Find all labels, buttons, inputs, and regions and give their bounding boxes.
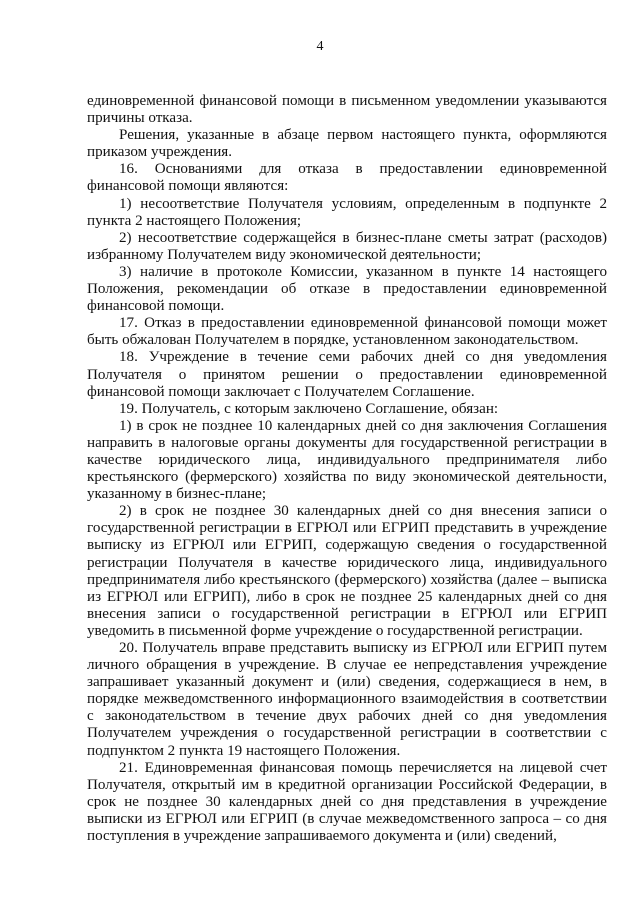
paragraph: 2) несоответствие содержащейся в бизнес-плане сметы затрат (расходов) избранному Получателем виду экономической деятельности; — [87, 229, 607, 263]
page-number: 4 — [316, 39, 324, 54]
paragraph: 16. Основаниями для отказа в предоставлении единовременной финансовой помощи являются: — [87, 161, 607, 195]
paragraph: 3) наличие в протоколе Комиссии, указанном в пункте 14 настоящего Положения, рекомендации об отказе в предоставлении единовременной финансовой помощи. — [87, 263, 607, 315]
paragraph: 19. Получатель, с которым заключено Соглашение, обязан: — [119, 400, 499, 417]
paragraph: Решения, указанные в абзаце первом настоящего пункта, оформляются приказом учреждения. — [87, 127, 607, 161]
paragraph: 20. Получатель вправе представить выписку из ЕГРЮЛ или ЕГРИП путем личного обращения в учреждение. В случае ее непредставления учреждение запрашивает указанный документ и (или) сведения, содержащиеся в нем, в порядке межведомственного информационного взаимодействия в соответствии с законодательством в течение двух рабочих дней со дня уведомления Получателем учреждения о государственной регистрации в соответствии с подпунктом 2 пункта 19 настоящего Положения. — [87, 640, 607, 759]
paragraph: единовременной финансовой помощи в письменном уведомлении указываются причины отказа. — [87, 93, 607, 127]
document-body — [87, 93, 607, 845]
paragraph: 1) несоответствие Получателя условиям, определенным в подпункте 2 пункта 2 настоящего Положения; — [87, 195, 607, 229]
paragraph: 17. Отказ в предоставлении единовременной финансовой помощи может быть обжалован Получателем в порядке, установленном законодательством. — [87, 315, 607, 349]
paragraph: 1) в срок не позднее 10 календарных дней со дня заключения Соглашения направить в налоговые органы документы для государственной регистрации в качестве юридического лица, индивидуального предпринимателя либо крестьянского (фермерского) хозяйства по виду экономической деятельности, указанному в бизнес-плане; — [87, 417, 607, 503]
paragraph: 2) в срок не позднее 30 календарных дней со дня внесения записи о государственной регистрации в ЕГРЮЛ или ЕГРИП представить в учреждение выписку из ЕГРЮЛ или ЕГРИП, содержащую сведения о государственной регистрации Получателя в качестве юридического лица, индивидуального предпринимателя либо крестьянского (фермерского) хозяйства (далее – выписка из ЕГРЮЛ или ЕГРИП), либо в срок не позднее 25 календарных дней со дня внесения записи о государственной регистрации в ЕГРЮЛ или ЕГРИП уведомить в письменной форме учреждение о государственной регистрации. — [87, 503, 607, 639]
paragraph: 21. Единовременная финансовая помощь перечисляется на лицевой счет Получателя, открытый им в кредитной организации Российской Федерации, в срок не позднее 30 календарных дней со дня представления в учреждение выписки из ЕГРЮЛ или ЕГРИП (в случае межведомственного запроса – со дня поступления в учреждение запрашиваемого документа и (или) сведений, — [87, 759, 607, 845]
paragraph: 18. Учреждение в течение семи рабочих дней со дня уведомления Получателя о принятом решении о предоставлении единовременной финансовой помощи заключает с Получателем Соглашение. — [87, 349, 607, 400]
